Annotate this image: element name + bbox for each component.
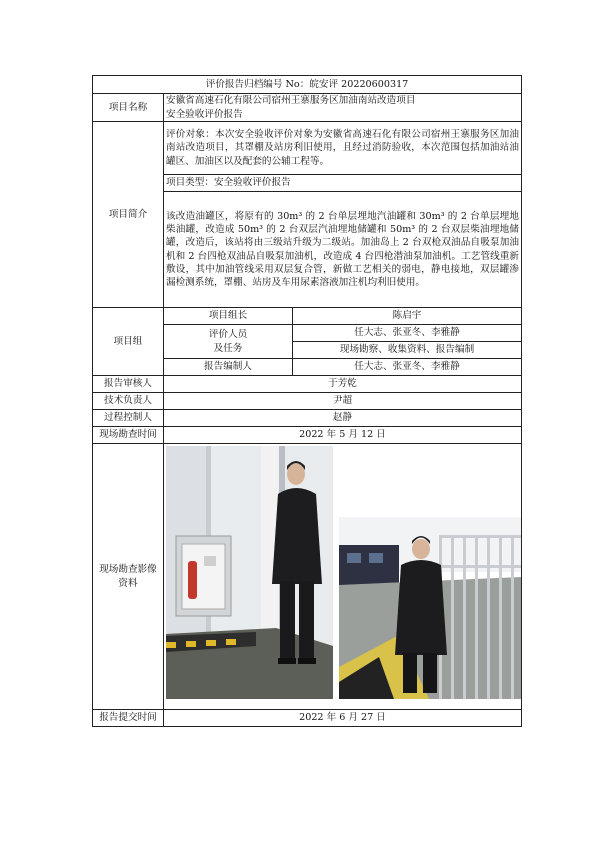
- survey-photos-label-line-2: 资料: [118, 577, 138, 589]
- team-leader-label: 项目组长: [164, 308, 293, 325]
- process-control: 赵静: [164, 410, 522, 427]
- project-description: 该改造油罐区，将原有的 30m³ 的 2 台单层埋地汽油罐和 30m³ 的 2 台单层埋地柴油罐，改造成 50m³ 的 2 台双层汽油埋地储罐和 50m³ 的 2 台双层柴油埋地储罐，改造后，该站将由三级站升级为二级站。加油岛上 2 台双枪双油品自吸泵加油机和 2 台四枪双油品自吸泵加油机，改造成 4 台四枪潜油泵加油机。工艺管线重新敷设，其中加油管线采用双层复合管，新做工艺相关的弱电，静电接地，双层罐渗漏检测系统，罩棚、站房及车用尿素溶液加注机均利旧使用。: [164, 192, 522, 308]
- project-name-line-2: 安全验收评价报告: [166, 108, 243, 120]
- site-photo-2: [339, 517, 521, 699]
- evaluation-object: 评价对象：本次安全验收评价对象为安徽省高速石化有限公司宿州王寨服务区加油南站改造项目，其罩棚及站房利旧使用，且经过消防验收，本次范围包括加油站油罐区、加油区以及配套的公辅工程等。: [164, 122, 522, 175]
- reviewer-label: 报告审核人: [93, 376, 164, 393]
- submit-time-label: 报告提交时间: [93, 710, 164, 727]
- project-team-label: 项目组: [93, 308, 164, 376]
- project-name-line-1: 安徽省高速石化有限公司宿州王寨服务区加油南站改造项目: [166, 95, 416, 107]
- site-photo-1: [166, 446, 333, 699]
- evaluators-label-line-1: 评价人员: [208, 329, 248, 341]
- archive-number: 评价报告归档编号 No：皖安评 20220600317: [93, 76, 522, 94]
- evaluators-label-line-2: 及任务: [213, 342, 243, 354]
- survey-photos: [164, 444, 522, 710]
- project-type: 项目类型：安全验收评价报告: [164, 175, 522, 192]
- survey-photos-label-line-1: 现场勘查影像: [99, 564, 157, 576]
- evaluators: 任大志、张亚冬、李雅静: [293, 325, 522, 342]
- team-leader: 陈启宇: [293, 308, 522, 325]
- project-name-label: 项目名称: [93, 94, 164, 122]
- tech-lead: 尹超: [164, 393, 522, 410]
- tech-lead-label: 技术负责人: [93, 393, 164, 410]
- submit-time: 2022 年 6 月 27 日: [164, 710, 522, 727]
- evaluators-label: [164, 325, 293, 359]
- project-name: [164, 94, 522, 122]
- evaluator-tasks: 现场勘察、收集资料、报告编制: [293, 342, 522, 359]
- reviewer: 于芳乾: [164, 376, 522, 393]
- project-intro-label: 项目简介: [93, 122, 164, 308]
- compiler-label: 报告编制人: [164, 359, 293, 376]
- report-info-table: [92, 75, 522, 727]
- process-control-label: 过程控制人: [93, 410, 164, 427]
- survey-photos-label: [93, 444, 164, 710]
- survey-time-label: 现场勘查时间: [93, 427, 164, 444]
- compiler: 任大志、张亚冬、李雅静: [293, 359, 522, 376]
- survey-time: 2022 年 5 月 12 日: [164, 427, 522, 444]
